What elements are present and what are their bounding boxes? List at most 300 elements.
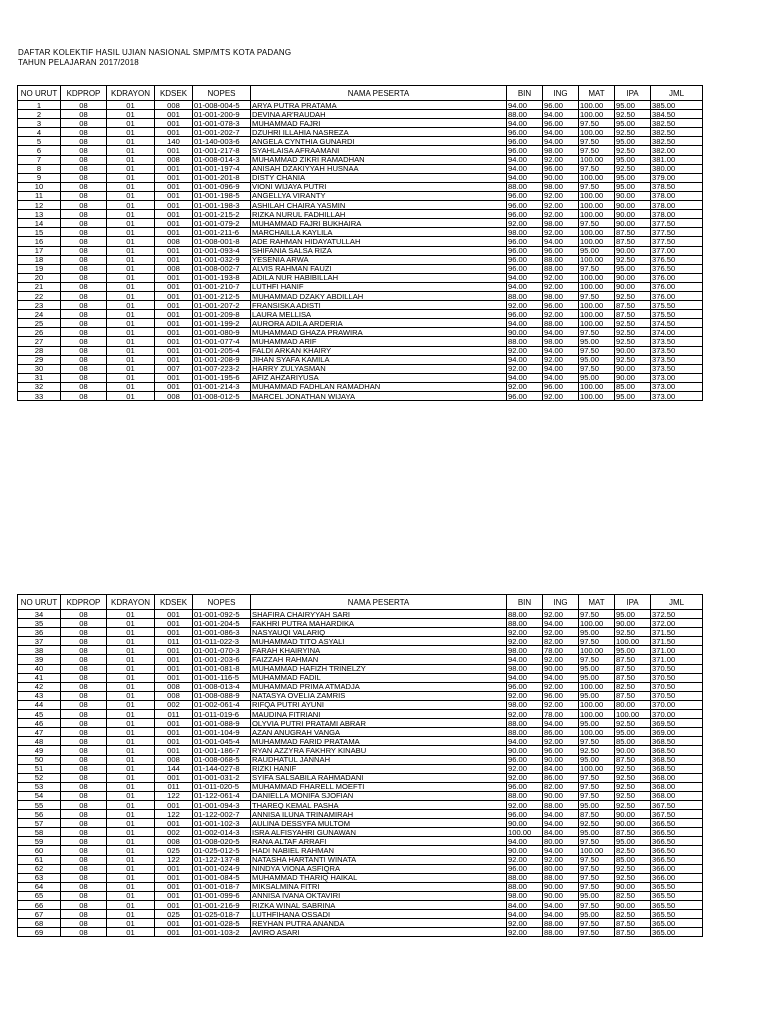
cell-nama-peserta: ISRA ALFISYAHRI GUNAWAN	[251, 828, 507, 837]
table-row	[18, 773, 703, 782]
cell-kdprop: 08	[61, 664, 107, 673]
cell-nama-peserta: LUTHFI HANIF	[251, 282, 507, 291]
cell-jml: 378.00	[651, 191, 703, 200]
cell-ipa: 90.00	[615, 819, 651, 828]
table-row	[18, 837, 703, 846]
cell-kdsek: 001	[155, 882, 193, 891]
header-jml: JML	[651, 86, 703, 101]
cell-no-urut: 68	[18, 919, 61, 928]
cell-bin: 96.00	[507, 137, 543, 146]
cell-no-urut: 19	[18, 264, 61, 273]
cell-ipa: 87.50	[615, 919, 651, 928]
cell-kdsek: 001	[155, 191, 193, 200]
cell-nama-peserta: ASHILAH CHAIRA YASMIN	[251, 201, 507, 210]
cell-ing: 92.00	[543, 155, 579, 164]
cell-mat: 100.00	[579, 392, 615, 401]
cell-nama-peserta: FAKHRI PUTRA MAHARDIKA	[251, 619, 507, 628]
cell-no-urut: 43	[18, 691, 61, 700]
table-row	[18, 255, 703, 264]
cell-jml: 371.50	[651, 637, 703, 646]
table-row	[18, 291, 703, 300]
cell-kdrayon: 01	[107, 155, 155, 164]
cell-ing: 92.00	[543, 310, 579, 319]
cell-mat: 100.00	[579, 101, 615, 110]
cell-no-urut: 33	[18, 392, 61, 401]
cell-kdprop: 08	[61, 191, 107, 200]
cell-nama-peserta: AFIZ AHZARIYUSA	[251, 373, 507, 382]
cell-ipa: 87.50	[615, 928, 651, 937]
header-kdprop: KDPROP	[61, 86, 107, 101]
cell-ipa: 100.00	[615, 637, 651, 646]
table-row	[18, 664, 703, 673]
cell-ipa: 92.50	[615, 355, 651, 364]
cell-bin: 94.00	[507, 655, 543, 664]
cell-jml: 366.50	[651, 837, 703, 846]
cell-jml: 376.50	[651, 264, 703, 273]
cell-nopes: 01-008-068-5	[193, 755, 251, 764]
cell-kdprop: 08	[61, 682, 107, 691]
cell-kdrayon: 01	[107, 828, 155, 837]
cell-jml: 370.50	[651, 682, 703, 691]
cell-mat: 92.50	[579, 746, 615, 755]
cell-nopes: 01-001-088-9	[193, 719, 251, 728]
cell-ipa: 82.50	[615, 891, 651, 900]
cell-ipa: 92.50	[615, 800, 651, 809]
cell-nopes: 01-001-078-3	[193, 119, 251, 128]
table-row	[18, 928, 703, 937]
cell-ing: 92.00	[543, 228, 579, 237]
cell-no-urut: 47	[18, 728, 61, 737]
cell-kdsek: 001	[155, 246, 193, 255]
cell-ipa: 85.00	[615, 382, 651, 391]
cell-ing: 96.00	[543, 101, 579, 110]
cell-kdprop: 08	[61, 291, 107, 300]
cell-kdrayon: 01	[107, 101, 155, 110]
cell-jml: 366.50	[651, 846, 703, 855]
cell-jml: 369.00	[651, 728, 703, 737]
cell-no-urut: 53	[18, 782, 61, 791]
cell-ipa: 92.50	[615, 337, 651, 346]
cell-jml: 365.00	[651, 919, 703, 928]
cell-kdsek: 001	[155, 337, 193, 346]
cell-kdsek: 025	[155, 846, 193, 855]
cell-jml: 366.50	[651, 828, 703, 837]
table-row	[18, 901, 703, 910]
cell-jml: 372.50	[651, 610, 703, 619]
cell-kdprop: 08	[61, 219, 107, 228]
cell-mat: 100.00	[579, 155, 615, 164]
cell-kdrayon: 01	[107, 210, 155, 219]
cell-ipa: 95.00	[615, 837, 651, 846]
cell-ipa: 100.00	[615, 710, 651, 719]
cell-jml: 381.00	[651, 155, 703, 164]
cell-nama-peserta: ANGELA CYNTHIA GUNARDI	[251, 137, 507, 146]
cell-jml: 365.50	[651, 901, 703, 910]
cell-ing: 96.00	[543, 246, 579, 255]
cell-mat: 97.50	[579, 328, 615, 337]
table-row	[18, 910, 703, 919]
cell-nama-peserta: AVIRO ASARI	[251, 928, 507, 937]
header-bin: BIN	[507, 595, 543, 610]
cell-ing: 86.00	[543, 728, 579, 737]
cell-nama-peserta: MUHAMMAD FADIL	[251, 673, 507, 682]
cell-no-urut: 17	[18, 246, 61, 255]
table-row	[18, 164, 703, 173]
cell-mat: 97.50	[579, 882, 615, 891]
cell-jml: 384.50	[651, 110, 703, 119]
cell-ing: 84.00	[543, 764, 579, 773]
cell-jml: 377.50	[651, 237, 703, 246]
cell-kdprop: 08	[61, 810, 107, 819]
cell-mat: 95.00	[579, 910, 615, 919]
cell-nopes: 01-001-086-3	[193, 628, 251, 637]
cell-bin: 96.00	[507, 237, 543, 246]
cell-jml: 365.50	[651, 882, 703, 891]
cell-bin: 94.00	[507, 173, 543, 182]
cell-kdsek: 011	[155, 710, 193, 719]
cell-bin: 88.00	[507, 610, 543, 619]
cell-bin: 96.00	[507, 310, 543, 319]
cell-nama-peserta: RIZKA NURUL FADHILLAH	[251, 210, 507, 219]
cell-no-urut: 35	[18, 619, 61, 628]
cell-ing: 96.00	[543, 382, 579, 391]
cell-ing: 94.00	[543, 819, 579, 828]
cell-ipa: 90.00	[615, 246, 651, 255]
cell-mat: 97.50	[579, 119, 615, 128]
table-row	[18, 319, 703, 328]
cell-bin: 88.00	[507, 619, 543, 628]
cell-mat: 95.00	[579, 664, 615, 673]
cell-ing: 78.00	[543, 646, 579, 655]
cell-jml: 373.50	[651, 346, 703, 355]
cell-kdrayon: 01	[107, 782, 155, 791]
cell-no-urut: 38	[18, 646, 61, 655]
cell-nopes: 01-001-198-3	[193, 201, 251, 210]
cell-mat: 97.50	[579, 855, 615, 864]
cell-kdprop: 08	[61, 228, 107, 237]
cell-bin: 90.00	[507, 819, 543, 828]
cell-ing: 88.00	[543, 264, 579, 273]
header-kdprop: KDPROP	[61, 595, 107, 610]
cell-kdprop: 08	[61, 255, 107, 264]
cell-mat: 97.50	[579, 901, 615, 910]
table-row	[18, 619, 703, 628]
cell-nopes: 01-008-012-5	[193, 392, 251, 401]
cell-no-urut: 6	[18, 146, 61, 155]
cell-bin: 98.00	[507, 891, 543, 900]
cell-jml: 371.50	[651, 628, 703, 637]
cell-kdprop: 08	[61, 910, 107, 919]
table-row	[18, 228, 703, 237]
cell-nama-peserta: MUHAMMAD ZIKRI RAMADHAN	[251, 155, 507, 164]
cell-mat: 100.00	[579, 700, 615, 709]
cell-kdrayon: 01	[107, 637, 155, 646]
cell-ipa: 92.50	[615, 146, 651, 155]
cell-jml: 368.50	[651, 764, 703, 773]
cell-kdprop: 08	[61, 746, 107, 755]
cell-ipa: 95.00	[615, 101, 651, 110]
cell-kdrayon: 01	[107, 910, 155, 919]
cell-ing: 94.00	[543, 328, 579, 337]
cell-bin: 96.00	[507, 246, 543, 255]
cell-jml: 377.50	[651, 219, 703, 228]
cell-kdsek: 008	[155, 691, 193, 700]
cell-bin: 92.00	[507, 301, 543, 310]
table-row	[18, 737, 703, 746]
cell-kdprop: 08	[61, 764, 107, 773]
cell-bin: 92.00	[507, 346, 543, 355]
cell-bin: 92.00	[507, 919, 543, 928]
cell-ing: 98.00	[543, 146, 579, 155]
cell-ing: 96.00	[543, 691, 579, 700]
cell-ipa: 95.00	[615, 173, 651, 182]
cell-nopes: 01-001-092-5	[193, 610, 251, 619]
cell-kdsek: 001	[155, 746, 193, 755]
cell-bin: 90.00	[507, 328, 543, 337]
results-table-2	[17, 594, 703, 937]
cell-bin: 92.00	[507, 764, 543, 773]
cell-kdsek: 011	[155, 637, 193, 646]
cell-nama-peserta: REYHAN PUTRA ANANDA	[251, 919, 507, 928]
cell-bin: 98.00	[507, 664, 543, 673]
cell-ipa: 87.50	[615, 691, 651, 700]
table-row	[18, 364, 703, 373]
cell-no-urut: 45	[18, 710, 61, 719]
cell-kdprop: 08	[61, 700, 107, 709]
cell-jml: 366.50	[651, 819, 703, 828]
cell-ing: 94.00	[543, 373, 579, 382]
cell-ing: 90.00	[543, 791, 579, 800]
cell-nopes: 01-001-210-7	[193, 282, 251, 291]
cell-mat: 100.00	[579, 382, 615, 391]
cell-kdrayon: 01	[107, 319, 155, 328]
cell-ing: 94.00	[543, 719, 579, 728]
cell-no-urut: 62	[18, 864, 61, 873]
cell-bin: 94.00	[507, 837, 543, 846]
cell-mat: 97.50	[579, 791, 615, 800]
cell-kdrayon: 01	[107, 901, 155, 910]
cell-kdrayon: 01	[107, 246, 155, 255]
cell-no-urut: 69	[18, 928, 61, 937]
cell-jml: 367.50	[651, 810, 703, 819]
cell-kdprop: 08	[61, 355, 107, 364]
cell-kdprop: 08	[61, 655, 107, 664]
table-row	[18, 210, 703, 219]
cell-kdsek: 122	[155, 791, 193, 800]
cell-jml: 365.50	[651, 891, 703, 900]
cell-kdprop: 08	[61, 392, 107, 401]
cell-kdrayon: 01	[107, 855, 155, 864]
cell-mat: 97.50	[579, 182, 615, 191]
cell-no-urut: 18	[18, 255, 61, 264]
cell-kdprop: 08	[61, 319, 107, 328]
cell-mat: 97.50	[579, 737, 615, 746]
header-nama-peserta: NAMA PESERTA	[251, 595, 507, 610]
cell-kdsek: 025	[155, 910, 193, 919]
cell-nama-peserta: MUHAMMAD HAFIZH TRINELZY	[251, 664, 507, 673]
cell-nama-peserta: MARCEL JONATHAN WIJAYA	[251, 392, 507, 401]
cell-kdrayon: 01	[107, 255, 155, 264]
cell-nopes: 01-008-020-5	[193, 837, 251, 846]
cell-ing: 90.00	[543, 882, 579, 891]
header-ing: ING	[543, 86, 579, 101]
cell-no-urut: 8	[18, 164, 61, 173]
cell-kdsek: 122	[155, 810, 193, 819]
cell-kdsek: 002	[155, 700, 193, 709]
cell-no-urut: 67	[18, 910, 61, 919]
cell-jml: 373.50	[651, 355, 703, 364]
cell-nama-peserta: FAIZZAH RAHMAN	[251, 655, 507, 664]
cell-nama-peserta: MUHAMMAD FARID PRATAMA	[251, 737, 507, 746]
cell-ipa: 90.00	[615, 273, 651, 282]
cell-bin: 98.00	[507, 646, 543, 655]
cell-no-urut: 60	[18, 846, 61, 855]
cell-kdsek: 001	[155, 173, 193, 182]
cell-nopes: 01-001-208-9	[193, 355, 251, 364]
cell-jml: 378.50	[651, 182, 703, 191]
cell-ing: 96.00	[543, 301, 579, 310]
cell-mat: 97.50	[579, 137, 615, 146]
table-row	[18, 382, 703, 391]
cell-bin: 96.00	[507, 264, 543, 273]
cell-ipa: 87.50	[615, 655, 651, 664]
cell-nama-peserta: DISTY CHANIA	[251, 173, 507, 182]
cell-kdrayon: 01	[107, 728, 155, 737]
table-row	[18, 828, 703, 837]
cell-kdsek: 144	[155, 764, 193, 773]
cell-bin: 96.00	[507, 755, 543, 764]
cell-kdprop: 08	[61, 128, 107, 137]
cell-no-urut: 36	[18, 628, 61, 637]
cell-mat: 95.00	[579, 800, 615, 809]
cell-ipa: 90.00	[615, 346, 651, 355]
cell-nama-peserta: RYAN AZZYRA FAKHRY KINABU	[251, 746, 507, 755]
cell-kdrayon: 01	[107, 128, 155, 137]
cell-ipa: 80.00	[615, 700, 651, 709]
table-row	[18, 782, 703, 791]
table-row	[18, 328, 703, 337]
cell-kdrayon: 01	[107, 282, 155, 291]
cell-nopes: 01-001-216-9	[193, 901, 251, 910]
cell-kdprop: 08	[61, 237, 107, 246]
cell-kdprop: 08	[61, 119, 107, 128]
cell-no-urut: 10	[18, 182, 61, 191]
cell-nopes: 01-001-198-5	[193, 191, 251, 200]
cell-kdsek: 001	[155, 291, 193, 300]
cell-ing: 92.00	[543, 700, 579, 709]
table-row	[18, 746, 703, 755]
cell-nopes: 01-001-197-4	[193, 164, 251, 173]
cell-ing: 94.00	[543, 910, 579, 919]
cell-no-urut: 7	[18, 155, 61, 164]
cell-bin: 96.00	[507, 201, 543, 210]
cell-nopes: 01-001-186-7	[193, 746, 251, 755]
header-kdrayon: KDRAYON	[107, 86, 155, 101]
cell-bin: 88.00	[507, 110, 543, 119]
cell-ipa: 95.00	[615, 155, 651, 164]
cell-kdrayon: 01	[107, 610, 155, 619]
cell-bin: 96.00	[507, 191, 543, 200]
cell-mat: 100.00	[579, 110, 615, 119]
cell-kdsek: 001	[155, 919, 193, 928]
cell-jml: 376.00	[651, 282, 703, 291]
cell-no-urut: 48	[18, 737, 61, 746]
cell-kdrayon: 01	[107, 146, 155, 155]
cell-kdsek: 001	[155, 328, 193, 337]
cell-nopes: 01-001-045-4	[193, 737, 251, 746]
cell-nopes: 01-001-217-8	[193, 146, 251, 155]
cell-ipa: 87.50	[615, 828, 651, 837]
cell-kdrayon: 01	[107, 110, 155, 119]
cell-kdrayon: 01	[107, 191, 155, 200]
cell-kdrayon: 01	[107, 810, 155, 819]
cell-nama-peserta: ADE RAHMAN HIDAYATULLAH	[251, 237, 507, 246]
cell-ing: 90.00	[543, 755, 579, 764]
cell-bin: 92.00	[507, 855, 543, 864]
cell-nopes: 01-001-096-9	[193, 182, 251, 191]
cell-nama-peserta: SHIFANIA SALSA RIZA	[251, 246, 507, 255]
cell-bin: 98.00	[507, 228, 543, 237]
cell-kdprop: 08	[61, 728, 107, 737]
table-header-row	[18, 86, 703, 101]
cell-nama-peserta: DEVINA AR'RAUDAH	[251, 110, 507, 119]
cell-nopes: 01-001-099-6	[193, 891, 251, 900]
cell-kdprop: 08	[61, 691, 107, 700]
table-row	[18, 282, 703, 291]
cell-ipa: 92.50	[615, 110, 651, 119]
cell-no-urut: 14	[18, 219, 61, 228]
cell-no-urut: 21	[18, 282, 61, 291]
table-row	[18, 273, 703, 282]
table-row	[18, 301, 703, 310]
cell-ipa: 90.00	[615, 619, 651, 628]
cell-no-urut: 11	[18, 191, 61, 200]
cell-kdsek: 001	[155, 210, 193, 219]
cell-kdsek: 001	[155, 673, 193, 682]
cell-ing: 88.00	[543, 919, 579, 928]
cell-ing: 94.00	[543, 846, 579, 855]
cell-no-urut: 39	[18, 655, 61, 664]
cell-nama-peserta: AZAN ANUGRAH VANGA	[251, 728, 507, 737]
cell-bin: 88.00	[507, 882, 543, 891]
cell-nama-peserta: RANA ALTAF ARRAFI	[251, 837, 507, 846]
cell-no-urut: 37	[18, 637, 61, 646]
cell-kdprop: 08	[61, 673, 107, 682]
header-nopes: NOPES	[193, 595, 251, 610]
cell-mat: 100.00	[579, 310, 615, 319]
cell-kdrayon: 01	[107, 355, 155, 364]
cell-mat: 100.00	[579, 319, 615, 328]
cell-mat: 95.00	[579, 891, 615, 900]
cell-kdsek: 122	[155, 855, 193, 864]
cell-bin: 88.00	[507, 337, 543, 346]
cell-nama-peserta: DANIELLA MONIFA SJOFIAN	[251, 791, 507, 800]
cell-kdprop: 08	[61, 173, 107, 182]
cell-mat: 97.50	[579, 146, 615, 155]
cell-nopes: 01-008-013-4	[193, 682, 251, 691]
cell-bin: 88.00	[507, 719, 543, 728]
table-row	[18, 819, 703, 828]
cell-bin: 94.00	[507, 910, 543, 919]
cell-kdrayon: 01	[107, 746, 155, 755]
cell-nama-peserta: DZUHRI ILLAHIA NASREZA	[251, 128, 507, 137]
cell-kdrayon: 01	[107, 773, 155, 782]
cell-kdrayon: 01	[107, 219, 155, 228]
table-row	[18, 201, 703, 210]
cell-kdprop: 08	[61, 246, 107, 255]
cell-nopes: 01-011-020-5	[193, 782, 251, 791]
cell-bin: 94.00	[507, 355, 543, 364]
